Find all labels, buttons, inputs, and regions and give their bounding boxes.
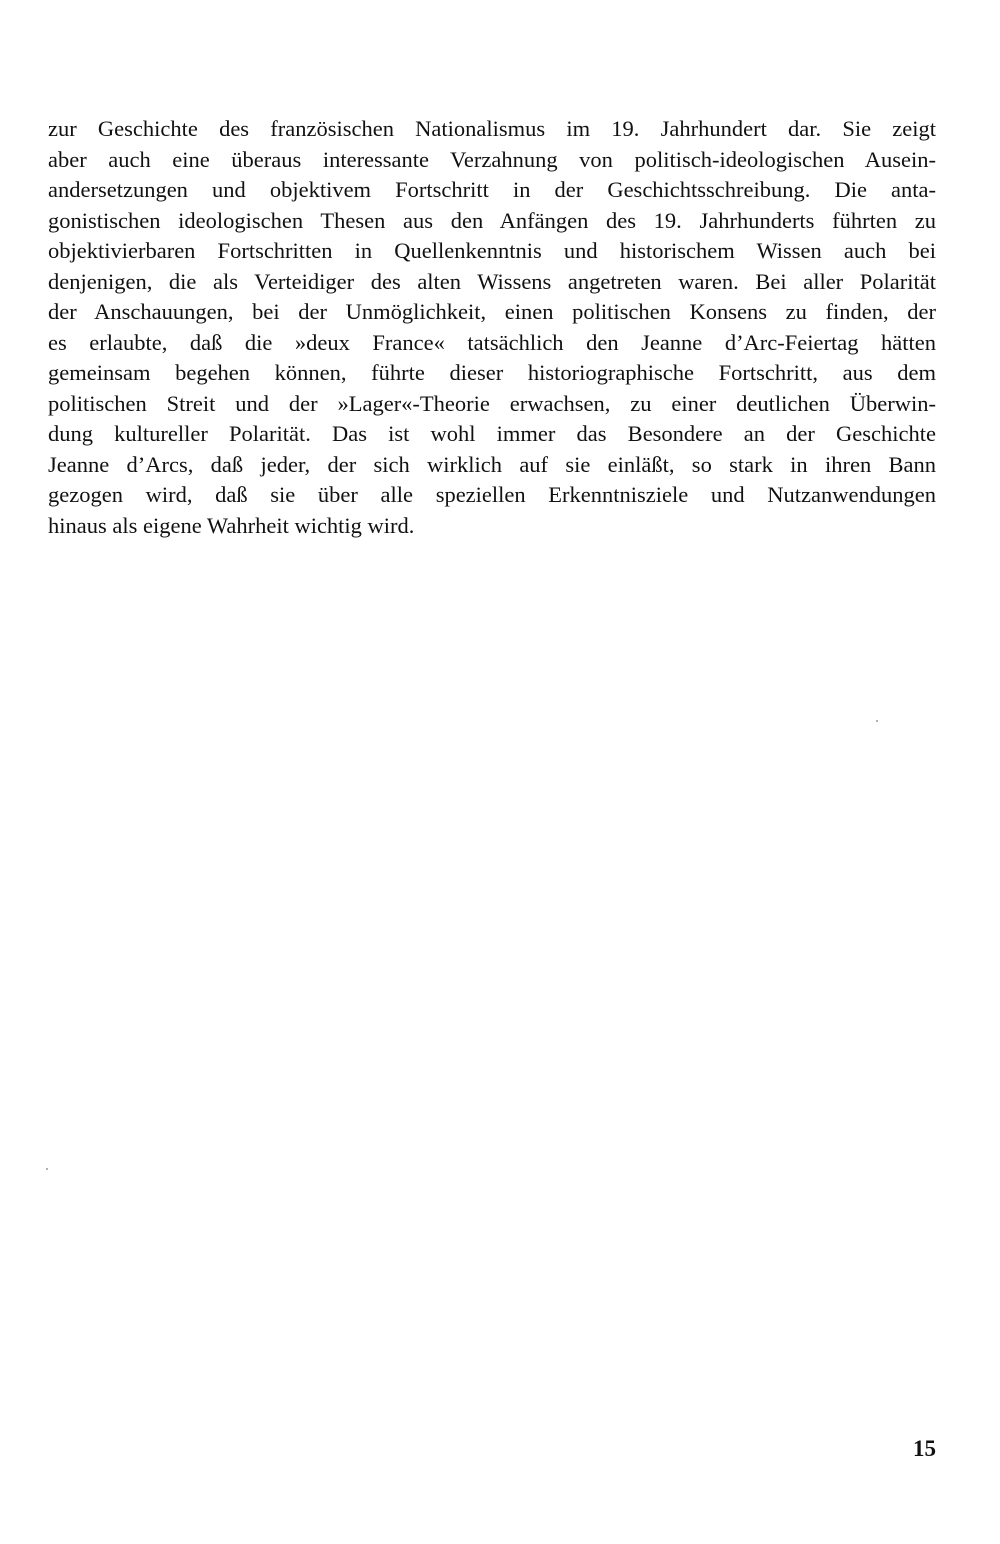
text-line: objektivierbaren Fortschritten in Quellenkenntnis und historischem Wissen auch bei <box>48 238 936 263</box>
text-line: gonistischen ideologischen Thesen aus den Anfängen des 19. Jahrhunderts führten zu <box>48 207 936 233</box>
scan-speck <box>46 1168 48 1170</box>
scan-speck <box>876 720 878 722</box>
text-line: Jeanne d’Arcs, daß jeder, der sich wirklich auf sie einläßt, so stark in ihren Bann <box>48 451 936 477</box>
text-line: denjenigen, die als Verteidiger des alten Wissens angetreten waren. Bei aller Polarität <box>48 268 936 294</box>
text-line: zur Geschichte des französischen Nationalismus im 19. Jahrhundert dar. Sie zeigt <box>48 116 936 141</box>
text-line: hinaus als eigene Wahrheit wichtig wird. <box>48 512 415 538</box>
text-line: politischen Streit und der »Lager«-Theorie erwachsen, zu einer deutlichen Überwin- <box>48 390 936 416</box>
text-line: gezogen wird, daß sie über alle speziellen Erkenntnisziele und Nutzanwendungen <box>48 482 936 507</box>
page-number: 15 <box>913 1436 936 1461</box>
body-paragraph <box>48 114 936 541</box>
text-line: gemeinsam begehen können, führte dieser historiographische Fortschritt, aus dem <box>48 360 936 385</box>
text-line: es erlaubte, daß die »deux France« tatsächlich den Jeanne d’Arc-Feiertag hätten <box>48 329 936 355</box>
text-line: aber auch eine überaus interessante Verzahnung von politisch-ideologischen Ausein- <box>48 146 936 172</box>
text-line: dung kultureller Polarität. Das ist wohl immer das Besondere an der Geschichte <box>48 421 936 446</box>
text-line: der Anschauungen, bei der Unmöglichkeit, einen politischen Konsens zu finden, der <box>48 299 936 324</box>
text-line: andersetzungen und objektivem Fortschritt in der Geschichtsschreibung. Die anta- <box>48 177 936 202</box>
